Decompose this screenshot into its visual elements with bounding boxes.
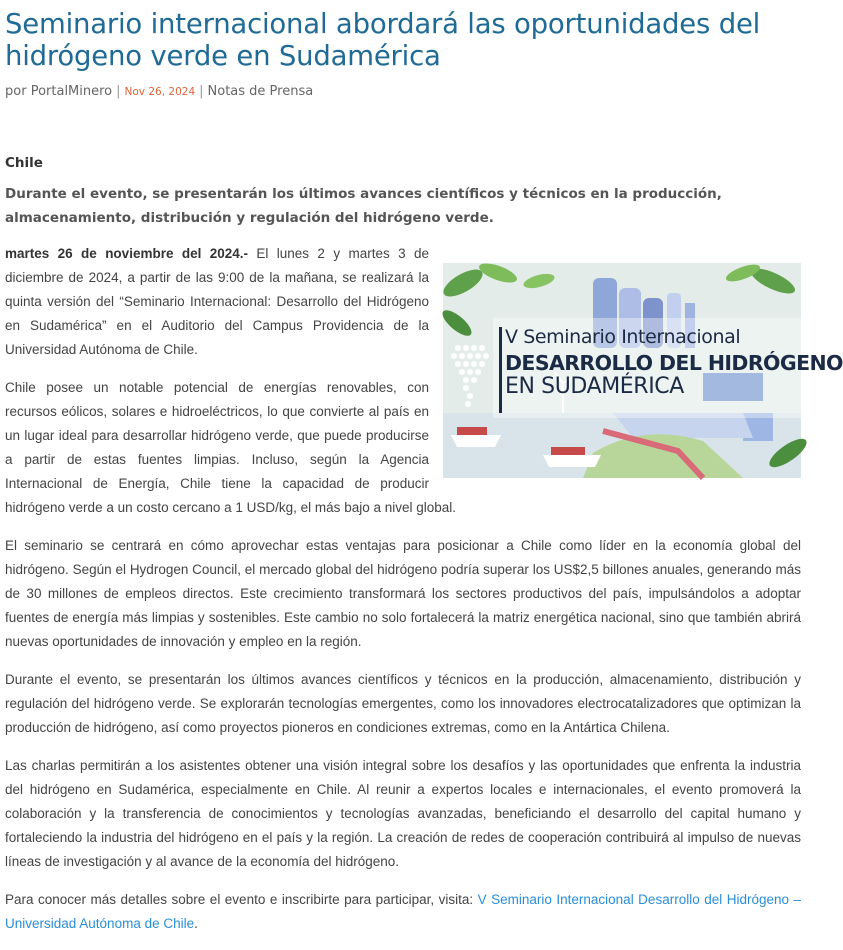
category-link[interactable]: Notas de Prensa bbox=[207, 84, 314, 99]
seminar-link[interactable]: V Seminario Internacional Desarrollo del Hidrógeno – Universidad Autónoma de Chile bbox=[5, 892, 801, 931]
paragraph-2: Chile posee un notable potencial de energías renovables, con recursos eólicos, solares e hidroeléctricos, lo que convierte al país en un lugar ideal para desarrollar hidrógeno verde, que puede producirse a partir de estas fuentes limpias. Incluso, según la Agencia Internacional de Energía, Chile tiene la capacidad de producir hidrógeno verde a un costo cercano a 1 USD/kg, el más bajo a nivel global. bbox=[5, 380, 457, 515]
paragraph-3: El seminario se centrará en cómo aprovechar estas ventajas para posicionar a Chile como líder en la economía global del hidrógeno. Según el Hydrogen Council, el mercado global del hidrógeno podría superar los US$2,5 billones anuales, generando más de 30 millones de empleos directos. Este crecimiento transformará los sectores productivos del país, impulsándolos a adoptar fuentes de energía más limpias y sostenibles. Este cambio no solo fortalecerá la matriz energética nacional, sino que también abrirá nuevas oportunidades de innovación y empleo en la región. bbox=[5, 538, 801, 649]
banner-accent-bar bbox=[499, 327, 502, 413]
paragraph-1-text: El lunes 2 y martes 3 de diciembre de 2024, a partir de las 9:00 de la mañana, se realizará la quinta versión del “Seminario Internacional: Desarrollo del Hidrógeno en Sudamérica” en el Auditorio del Campus Providencia de la Universidad Autónoma de Chile. bbox=[5, 246, 429, 357]
article-lead: Durante el evento, se presentarán los últimos avances científicos y técnicos en la producción, almacenamiento, distribución y regulación del hidrógeno verde. bbox=[5, 186, 722, 226]
banner-line2: DESARROLLO DEL HIDRÓGENO bbox=[505, 351, 843, 375]
paragraph-6 bbox=[5, 888, 801, 936]
article-meta bbox=[5, 84, 313, 99]
article-body bbox=[5, 242, 843, 950]
banner-line3: EN SUDAMÉRICA bbox=[505, 374, 684, 399]
meta-separator: | bbox=[116, 84, 121, 99]
paragraph-6-end: . bbox=[194, 916, 198, 931]
banner-line1: V Seminario Internacional bbox=[505, 326, 741, 348]
paragraph-6-text: Para conocer más detalles sobre el evento e inscribirte para participar, visita: bbox=[5, 892, 478, 907]
seminar-banner-image bbox=[443, 263, 843, 478]
meta-separator: | bbox=[199, 84, 204, 99]
paragraph-5: Las charlas permitirán a los asistentes obtener una visión integral sobre los desafíos y las oportunidades que enfrenta la industria del hidrógeno en Sudamérica, especialmente en Chile. Al reunir a expertos locales e internacionales, el evento promoverá la colaboración y la transferencia de conocimientos y tecnologías avanzadas, beneficiando el desarrollo del capital humano y fortaleciendo la industria del hidrógeno en el país y la región. La creación de redes de cooperación contribuirá al impulso de nuevas líneas de investigación y al avance de la economía del hidrógeno. bbox=[5, 758, 801, 869]
banner-text bbox=[505, 325, 843, 399]
country-label: Chile bbox=[5, 155, 43, 171]
dateline: martes 26 de noviembre del 2024.- bbox=[5, 246, 249, 261]
publish-date: Nov 26, 2024 bbox=[124, 86, 196, 98]
author-prefix: por bbox=[5, 84, 27, 99]
paragraph-4: Durante el evento, se presentarán los últimos avances científicos y técnicos en la producción, almacenamiento, distribución y regulación del hidrógeno verde. Se explorarán tecnologías emergentes, como los innovadores electrocatalizadores que optimizan la producción de hidrógeno, así como proyectos pioneros en condiciones extremas, como en la Antártica Chilena. bbox=[5, 672, 801, 735]
article-title: Seminario internacional abordará las oportunidades del hidrógeno verde en Sudamérica bbox=[5, 8, 761, 72]
author-link[interactable]: PortalMinero bbox=[30, 84, 113, 99]
